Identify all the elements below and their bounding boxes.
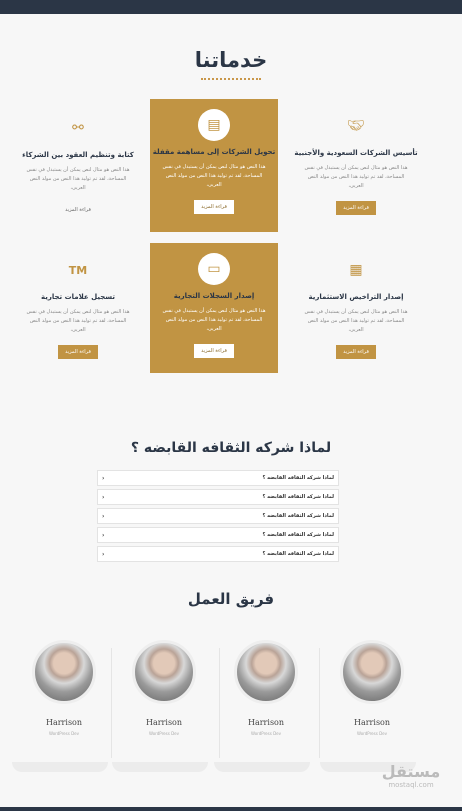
read-more-button[interactable]: قراءة المزيد xyxy=(194,344,234,358)
member-role: WordPress Dev xyxy=(251,731,281,736)
avatar xyxy=(234,640,298,704)
team-member xyxy=(20,630,108,736)
top-bar xyxy=(0,0,462,14)
chevron-left-icon: ‹ xyxy=(102,493,105,501)
member-name: Harrison xyxy=(353,718,391,727)
member-role: WordPress Dev xyxy=(357,731,387,736)
services-title: خدماتنا xyxy=(194,48,268,72)
why-title: لماذا شركه الثقافه القابضه ؟ xyxy=(130,440,332,456)
read-more-button[interactable]: قراءة المزيد xyxy=(65,207,91,213)
read-more-button[interactable]: قراءة المزيد xyxy=(336,201,376,215)
chevron-left-icon: ‹ xyxy=(102,550,105,558)
member-role: WordPress Dev xyxy=(49,731,79,736)
team-member xyxy=(222,630,310,736)
service-title: إصدار التراخيص الاستثمارية xyxy=(308,293,404,301)
accordion-item[interactable] xyxy=(97,508,339,524)
read-more-button[interactable]: قراءة المزيد xyxy=(336,345,376,359)
watermark-text: مستقل xyxy=(381,762,441,781)
read-more-button[interactable]: قراءة المزيد xyxy=(194,200,234,214)
avatar xyxy=(32,640,96,704)
service-desc: هذا النص هو مثال لنص يمكن أن يستبدل في نفس المساحة، لقد تم توليد هذا النص من مولد النص العربى، xyxy=(162,308,266,332)
card-base xyxy=(214,762,310,772)
service-desc: هذا النص هو مثال لنص يمكن أن يستبدل في نفس المساحة، لقد تم توليد هذا النص من مولد النص العربى، xyxy=(304,165,408,189)
service-card-conversion xyxy=(150,99,278,232)
accordion-label: لماذا شركه الثقافه القابضه ؟ xyxy=(262,475,334,481)
service-card-companies xyxy=(292,110,420,215)
card-base xyxy=(12,762,108,772)
accordion-item[interactable] xyxy=(97,470,339,486)
accordion-label: لماذا شركه الثقافه القابضه ؟ xyxy=(262,513,334,519)
accordion-label: لماذا شركه الثقافه القابضه ؟ xyxy=(262,551,334,557)
service-desc: هذا النص هو مثال لنص يمكن أن يستبدل في نفس المساحة، لقد تم توليد هذا النص من مولد النص العربى، xyxy=(162,164,266,188)
service-card-records xyxy=(150,243,278,373)
divider xyxy=(319,648,320,758)
watermark-url: mostaql.com xyxy=(388,781,434,789)
avatar xyxy=(132,640,196,704)
divider xyxy=(111,648,112,758)
avatar xyxy=(340,640,404,704)
accordion-label: لماذا شركه الثقافه القابضه ؟ xyxy=(262,494,334,500)
chevron-left-icon: ‹ xyxy=(102,531,105,539)
accordion-item[interactable] xyxy=(97,527,339,543)
accordion-item[interactable] xyxy=(97,546,339,562)
accordion-item[interactable] xyxy=(97,489,339,505)
service-desc: هذا النص هو مثال لنص يمكن أن يستبدل في نفس المساحة، لقد تم توليد هذا النص من مولد النص العربى، xyxy=(26,167,130,191)
read-more-button[interactable]: قراءة المزيد xyxy=(58,345,98,359)
team-member xyxy=(120,630,208,736)
chevron-left-icon: ‹ xyxy=(102,512,105,520)
service-title: تحويل الشركات إلى مساهمة مقفلة xyxy=(152,148,276,156)
service-card-contracts xyxy=(14,112,142,217)
member-name: Harrison xyxy=(145,718,183,727)
document-transfer-icon: ▤ xyxy=(198,109,230,141)
mostaql-watermark xyxy=(376,762,446,789)
service-card-licenses xyxy=(292,254,420,359)
card-base xyxy=(112,762,208,772)
users-icon: ⚯ xyxy=(72,120,84,136)
service-title: إصدار السجلات التجارية xyxy=(173,292,255,300)
accordion-label: لماذا شركه الثقافه القابضه ؟ xyxy=(262,532,334,538)
trademark-icon: TM xyxy=(68,263,88,277)
service-desc: هذا النص هو مثال لنص يمكن أن يستبدل في نفس المساحة، لقد تم توليد هذا النص من مولد النص العربى، xyxy=(304,309,408,333)
bottom-bar xyxy=(0,807,462,811)
faq-accordion xyxy=(97,470,339,565)
service-desc: هذا النص هو مثال لنص يمكن أن يستبدل في نفس المساحة، لقد تم توليد هذا النص من مولد النص العربى، xyxy=(26,309,130,333)
team-member xyxy=(328,630,416,736)
service-title: تسجيل علامات تجارية xyxy=(40,293,116,301)
member-role: WordPress Dev xyxy=(149,731,179,736)
member-name: Harrison xyxy=(247,718,285,727)
service-title: تأسيس الشركات السعودية والأجنبية xyxy=(294,149,418,157)
chevron-left-icon: ‹ xyxy=(102,474,105,482)
divider xyxy=(219,648,220,758)
service-card-trademarks xyxy=(14,254,142,359)
service-title: كتابة وتنظيم العقود بين الشركاء xyxy=(22,151,134,159)
handshake-icon: 🤝︎ xyxy=(347,118,365,134)
id-card-icon: ▭ xyxy=(198,253,230,285)
license-icon: ▦ xyxy=(349,262,363,278)
title-divider xyxy=(201,78,261,80)
member-name: Harrison xyxy=(45,718,83,727)
team-title: فريق العمل xyxy=(187,590,275,608)
